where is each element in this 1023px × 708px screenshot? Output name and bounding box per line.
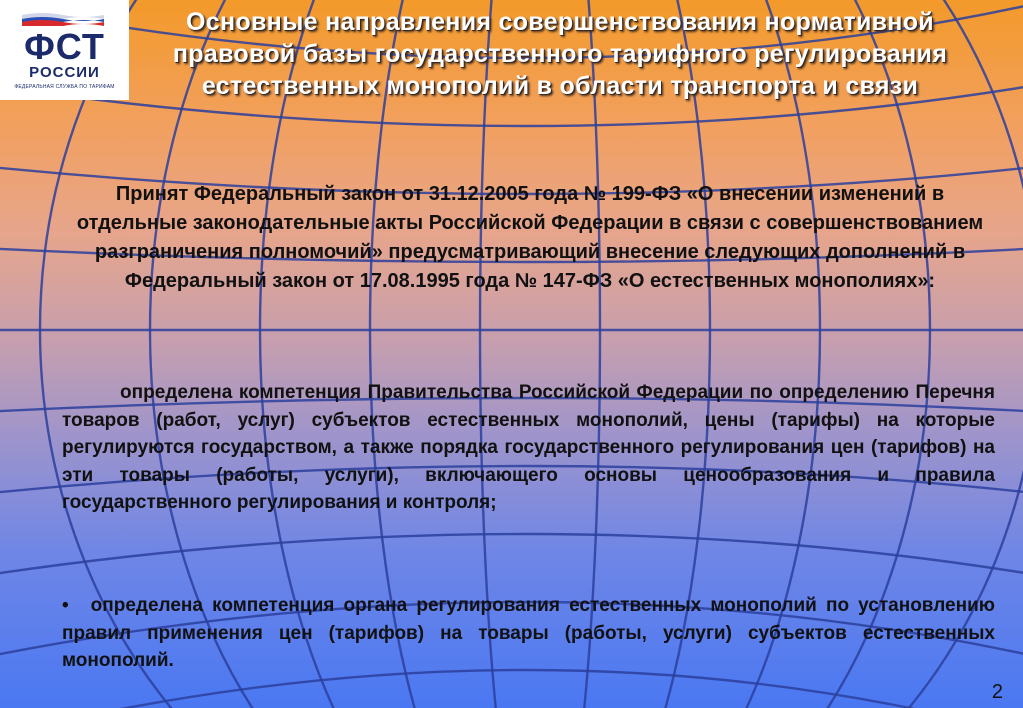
parallel-line-9 [0,534,1023,576]
logo-subtitle: ФЕДЕРАЛЬНАЯ СЛУЖБА ПО ТАРИФАМ [14,84,115,90]
logo-abbreviation: ФСТ [24,26,105,67]
bullet-icon: • [62,595,69,616]
parallel-line-11 [0,670,1023,708]
flag-icon [22,12,104,26]
intro-text: Принят Федеральный закон от 31.12.2005 года № 199-ФЗ «О внесении изменений в отдельные законодательные акты Российской Федерации в связи с совершенствованием разграничения полномочий» предусматривающий внесение следующих дополнений в Федеральный закон от 17.08.1995 года № 147-ФЗ «О естественных монополиях»: [76,183,984,292]
paragraph-competence-government: определена компетенция Правительства Российской Федерации по определению Перечня товаров (работ, услуг) субъектов естественных монополий, цены (тарифы) на которые регулируются государством, а также порядка государственного регулирования цен (тарифов) на эти товары (работы, услуги), включающего основы ценообразования и правила государственного регулирования и контроля; [62,382,995,513]
logo-country: РОССИИ [29,64,100,81]
logo [0,0,129,100]
paragraph-regulator-text: определена компетенция органа регулирования естественных монополий по установлению правил применения цен (тарифов) на товары (работы, услуги) субъектов естественных монополий. [62,595,995,671]
paragraph-competence-regulator [62,592,995,675]
page-number: 2 [991,681,1003,703]
slide-title: Основные направления совершенствования нормативной правовой базы государственного тарифного регулирования естественных монополий в области транспорта и связи [172,8,948,100]
